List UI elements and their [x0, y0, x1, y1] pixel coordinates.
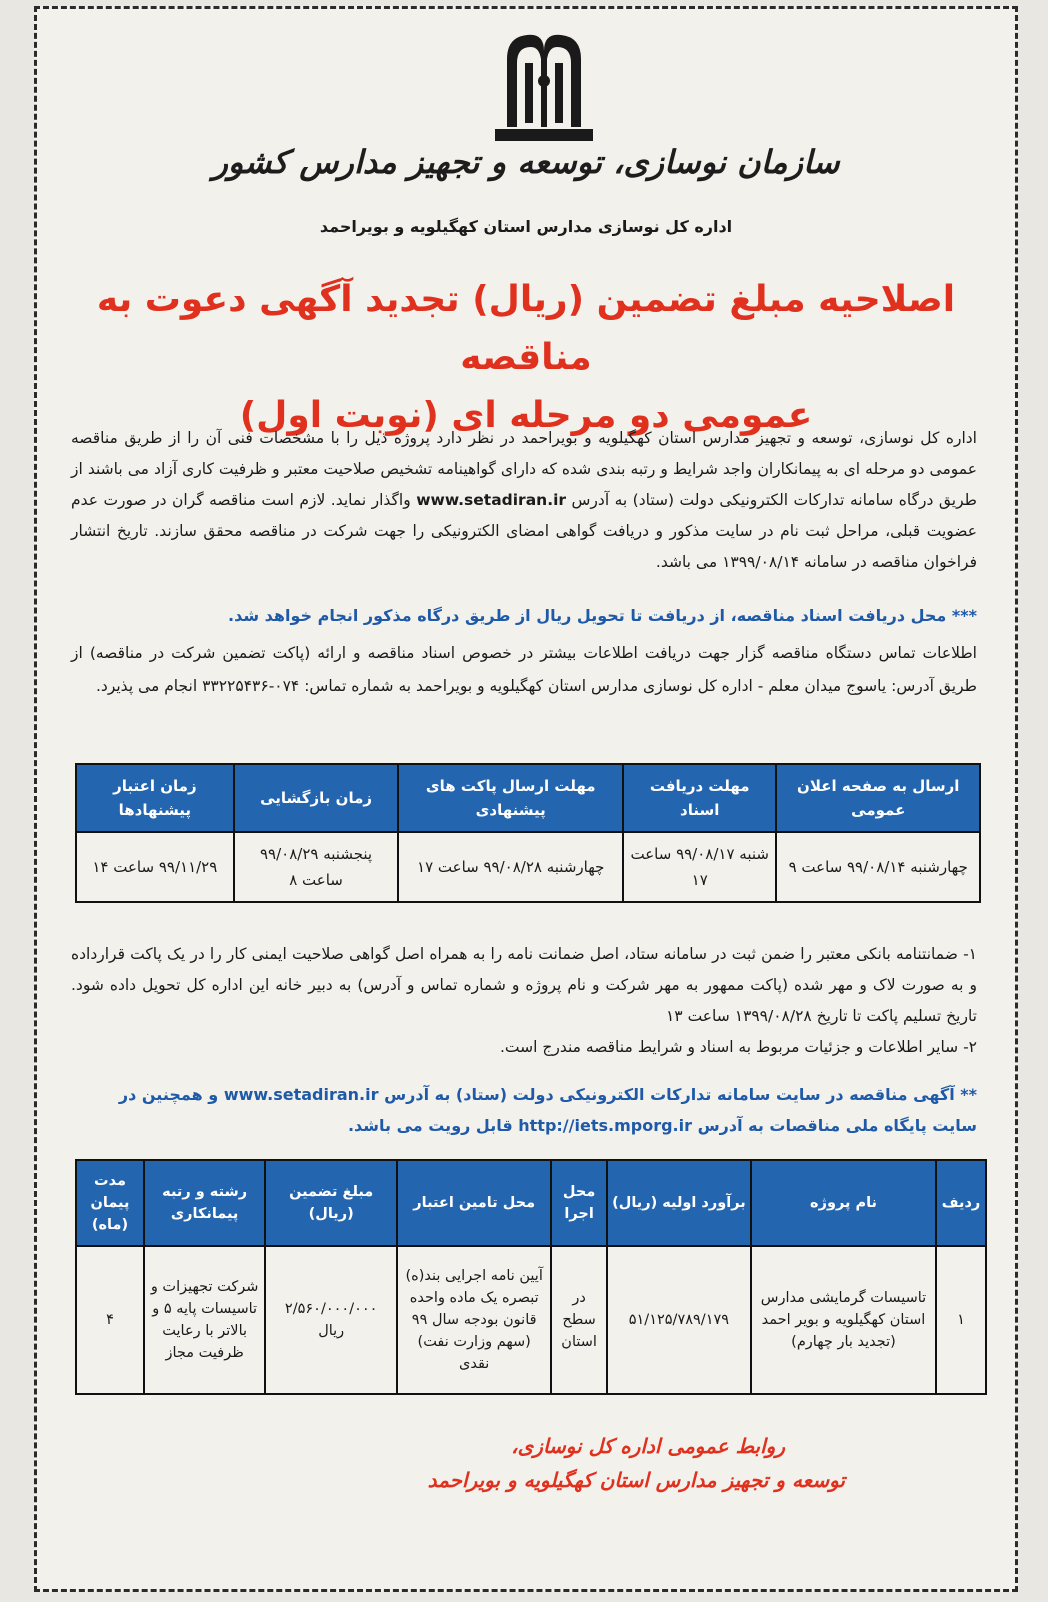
projects-header: ردیف	[936, 1160, 986, 1246]
projects-header: برآورد اولیه (ریال)	[607, 1160, 751, 1246]
publish-date: تاریخ انتشار فراخوان مناقصه در سامانه ۱۳۹۹/۰۸/۱۴ می باشد.	[71, 522, 977, 571]
project-funding-source: آیین نامه اجرایی بند(ه) تبصره یک ماده واحده قانون بودجه سال ۹۹ (سهم وزارت نفت) نقدی	[397, 1246, 551, 1394]
schedule-header: مهلت دریافت اسناد	[623, 764, 776, 832]
schedule-table	[75, 763, 981, 903]
projects-header: مبلغ تضمین (ریال)	[265, 1160, 397, 1246]
title-line-2: عمومی دو مرحله ای (نوبت اول)	[239, 395, 813, 436]
footer-line-2: توسعه و تجهیز مدارس استان کهگیلویه و بویراحمد	[427, 1468, 845, 1492]
projects-header: نام پروژه	[751, 1160, 936, 1246]
projects-table	[75, 1159, 987, 1395]
schedule-value: ۹۹/۱۱/۲۹ ساعت ۱۴	[76, 832, 234, 902]
notice-text-b: و همچنین در سایت پایگاه ملی مناقصات به آدرس	[118, 1085, 977, 1135]
intro-text-b: واگذار نماید. لازم است مناقصه گران در صورت عدم عضویت قبلی، مراحل ثبت نام در سایت مذکور و دریافت گواهی امضای الکترونیکی را جهت شرکت در مناقصه محقق سازند.	[71, 491, 977, 540]
schedule-header: زمان اعتبار پیشنهادها	[76, 764, 234, 832]
contact-paragraph: اطلاعات تماس دستگاه مناقصه گزار جهت دریافت اطلاعات بیشتر در خصوص اسناد مناقصه و ارائه (پاکت تضمین شرکت در مناقصه) از طریق آدرس: یاسوج میدان معلم - اداره کل نوسازی مدارس استان کهگیلویه و بویراحمد به شماره تماس: ۰۷۴-۳۳۲۲۵۴۳۶ انجام می پذیرد.	[71, 644, 977, 695]
online-notice	[71, 1079, 977, 1141]
schedule-header: زمان بازگشایی	[234, 764, 399, 832]
project-contractor-grade: شرکت تجهیزات و تاسیسات پایه ۵ و بالاتر با رعایت ظرفیت مجاز	[144, 1246, 265, 1394]
organization-name: سازمان نوسازی، توسعه و تجهیز مدارس کشور	[212, 143, 840, 181]
projects-header: محل تامین اعتبار	[397, 1160, 551, 1246]
project-guarantee-amount: ۲/۵۶۰/۰۰۰/۰۰۰ ریال	[265, 1246, 397, 1394]
schedule-value: چهارشنبه ۹۹/۰۸/۱۴ ساعت ۹	[776, 832, 980, 902]
projects-header: محل اجرا	[551, 1160, 607, 1246]
intro-paragraph	[71, 423, 977, 578]
schedule-value: چهارشنبه ۹۹/۰۸/۲۸ ساعت ۱۷	[398, 832, 623, 902]
department-name: اداره کل نوسازی مدارس استان کهگیلویه و بویراحمد	[319, 217, 733, 236]
project-estimate: ۵۱/۱۲۵/۷۸۹/۱۷۹	[607, 1246, 751, 1394]
notice-text-a: ** آگهی مناقصه در سایت سامانه تدارکات الکترونیکی دولت (ستاد) به آدرس	[384, 1085, 977, 1104]
project-location: در سطح استان	[551, 1246, 607, 1394]
iets-link[interactable]: http://iets.mporg.ir	[518, 1116, 692, 1135]
announcement-title	[77, 271, 975, 445]
project-name: تاسیسات گرمایشی مدارس استان کهگیلویه و بویر احمد (تجدید بار چهارم)	[751, 1246, 936, 1394]
title-line-1: اصلاحیه مبلغ تضمین (ریال) تجدید آگهی دعوت به مناقصه	[96, 279, 956, 378]
schedule-value: پنجشنبه ۹۹/۰۸/۲۹ ساعت ۸	[234, 832, 399, 902]
setadiran-link[interactable]: www.setadiran.ir	[223, 1085, 379, 1104]
intro-text-a: اداره کل نوسازی، توسعه و تجهیز مدارس استان کهگیلویه و بویراحمد در نظر دارد پروژه ذیل را با مشخصات فنی آن را از طریق مناقصه عمومی دو مرحله ای به پیمانکاران واجد شرایط و رتبه بندی شده که دارای گواهینامه تشخیص صلاحیت معتبر و ظرفیت کاری آزاد می باشند از طریق درگاه سامانه تدارکات الکترونیکی دولت (ستاد) به آدرس	[71, 429, 977, 509]
notice-text-c: قابل رویت می باشد.	[347, 1116, 513, 1135]
advertisement-page	[34, 6, 1018, 1592]
project-row-number: ۱	[936, 1246, 986, 1394]
footer-line-1: روابط عمومی اداره کل نوسازی،	[511, 1434, 785, 1458]
condition-item: ۱- ضمانتنامه بانکی معتبر را ضمن ثبت در سامانه ستاد، اصل ضمانت نامه را به همراه اصل گواهی صلاحیت ایمنی کار را در یک پاکت قرارداده و به صورت لاک و مهر شده (پاکت ممهور به مهر شرکت و نام پروژه و شماره تماس و آدرس) به دبیر خانه این اداره کل تحویل داده شود. تاریخ تسلیم پاکت تا تاریخ ۱۳۹۹/۰۸/۲۸ ساعت ۱۳	[71, 945, 977, 1025]
setadiran-link[interactable]: www.setadiran.ir	[416, 491, 567, 509]
schedule-header: ارسال به صفحه اعلان عمومی	[776, 764, 980, 832]
schedule-header-row	[76, 764, 980, 832]
conditions-list	[71, 939, 977, 1063]
public-relations-signature	[427, 1429, 845, 1497]
schedule-header: مهلت ارسال پاکت های پیشنهادی	[398, 764, 623, 832]
projects-header: رشته و رتبه پیمانکاری	[144, 1160, 265, 1246]
project-duration: ۴	[76, 1246, 144, 1394]
schedule-value-row	[76, 832, 980, 902]
table-row	[76, 1246, 986, 1394]
condition-item: ۲- سایر اطلاعات و جزئیات مربوط به اسناد و شرایط مناقصه مندرج است.	[500, 1038, 977, 1056]
organization-logo-icon	[489, 29, 599, 147]
projects-header-row	[76, 1160, 986, 1246]
schedule-value: شنبه ۹۹/۰۸/۱۷ ساعت ۱۷	[623, 832, 776, 902]
document-location-note: *** محل دریافت اسناد مناقصه، از دریافت تا تحویل ریال از طریق درگاه مذکور انجام خواهد شد.	[228, 606, 977, 625]
projects-header: مدت پیمان (ماه)	[76, 1160, 144, 1246]
